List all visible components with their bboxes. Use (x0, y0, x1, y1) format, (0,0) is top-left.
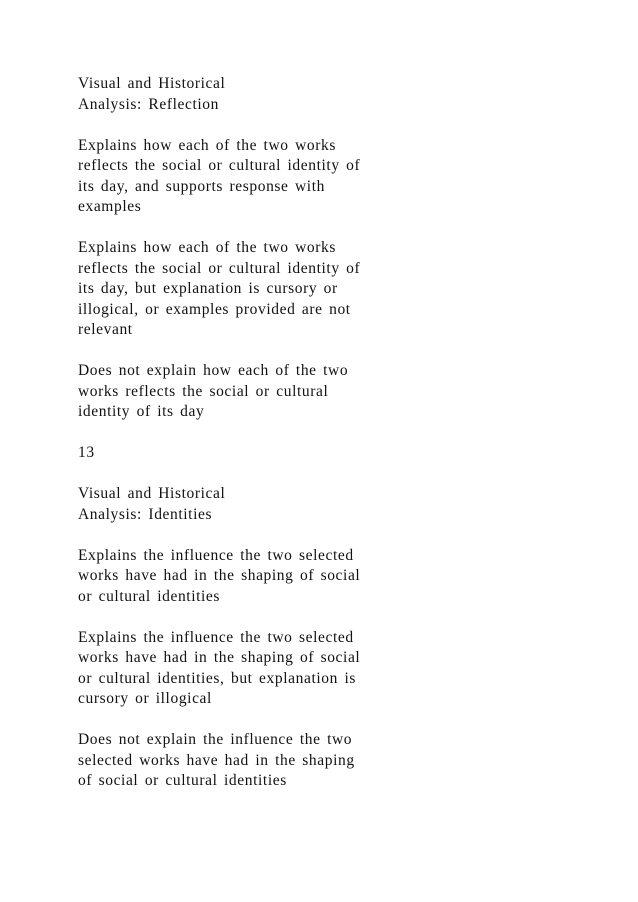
identities-level-proficient: Explains the influence the two selected works have had in the shaping of social or cultural identities (78, 546, 361, 605)
identities-level-not-evident: Does not explain the influence the two selected works have had in the shaping of social or cultural identities (78, 731, 355, 789)
identities-level-needs-improvement: Explains the influence the two selected works have had in the shaping of social or cultural identities, but explanation is cursory or illogical (78, 628, 361, 707)
document-body (78, 74, 398, 812)
criterion-heading-reflection: Visual and Historical Analysis: Reflection (78, 75, 226, 113)
reflection-level-proficient: Explains how each of the two works reflects the social or cultural identity of its day, and supports response with examples (78, 136, 361, 215)
reflection-level-not-evident: Does not explain how each of the two works reflects the social or cultural identity of its day (78, 362, 349, 420)
criterion-heading-identities: Visual and Historical Analysis: Identities (78, 485, 226, 523)
page-number: 13 (78, 444, 95, 461)
reflection-level-needs-improvement: Explains how each of the two works reflects the social or cultural identity of its day, but explanation is cursory or illogical, or examples provided are not relevant (78, 239, 361, 338)
